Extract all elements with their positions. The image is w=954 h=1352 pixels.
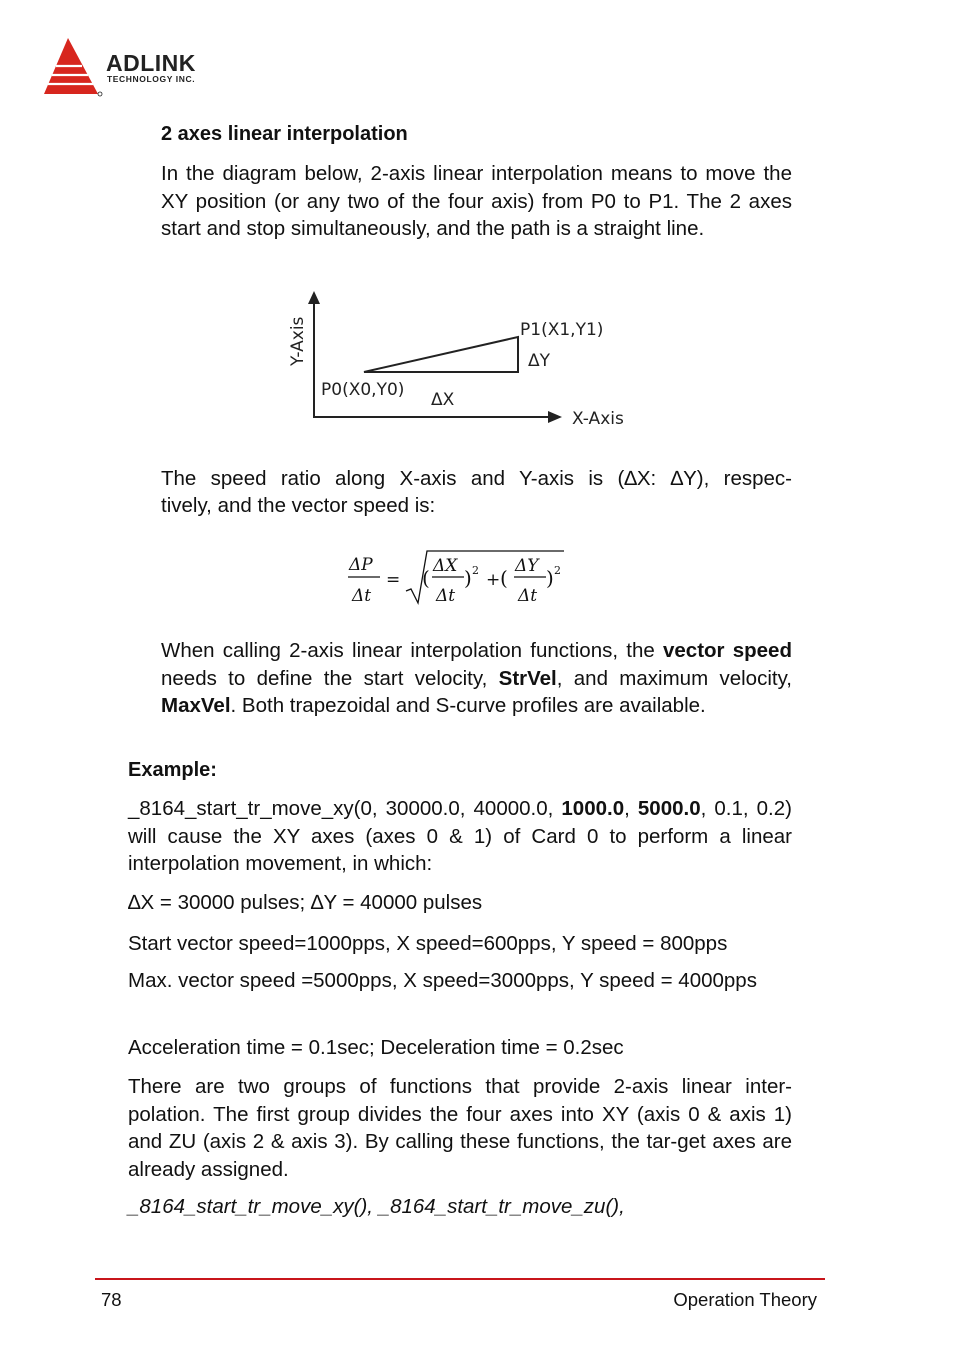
speed-ratio-line-2: tively, and the vector speed is: — [161, 494, 436, 517]
formula-term1-denominator: Δt — [436, 586, 456, 606]
vector-text-2: needs to define the start velocity, — [161, 666, 499, 690]
formula-lhs-denominator: Δt — [352, 586, 372, 606]
example-title: Example: — [128, 759, 217, 781]
formula-lhs-numerator: ΔP — [349, 555, 373, 575]
example-call-text-2: , 0.1, 0.2) will cause the XY axes (axes 0 & 1) of Card 0 to perform a linear interpolation movement, in which: — [128, 797, 792, 875]
speed-ratio-line-1: The speed ratio along X-axis and Y-axis is (∆X: ∆Y), respec- — [161, 467, 792, 490]
example-pulses: ∆X = 30000 pulses; ∆Y = 40000 pulses — [128, 891, 483, 914]
maxvel-term: MaxVel — [161, 694, 231, 717]
y-axis-arrow-icon — [308, 291, 320, 304]
formula-term1-numerator: ΔX — [433, 556, 458, 576]
adlink-logo — [40, 36, 240, 100]
svg-text:(: ( — [500, 566, 508, 590]
example-max-speed: Max. vector speed =5000pps, X speed=3000pps, Y speed = 4000pps — [128, 969, 757, 992]
example-separator: , — [624, 797, 638, 820]
formula-equals: = — [386, 570, 401, 590]
example-start-speed: Start vector speed=1000pps, X speed=600pps, Y speed = 800pps — [128, 932, 728, 955]
y-axis-label: Y-Axis — [288, 316, 308, 366]
svg-text:): ) — [546, 566, 554, 590]
x-axis-label: X-Axis — [572, 409, 624, 429]
vector-text-4: . Both trapezoidal and S-curve profiles are available. — [230, 694, 706, 717]
logo-brand-text: ADLINK — [106, 50, 196, 76]
formula-term2-exponent: 2 — [554, 564, 561, 577]
page-number: 78 — [101, 1289, 122, 1310]
formula-term1-exponent: 2 — [472, 564, 479, 577]
x-axis-arrow-icon — [548, 411, 562, 423]
vector-text-3: , and maximum velocity, — [556, 666, 792, 690]
groups-paragraph: There are two groups of functions that provide 2-axis linear inter-polation. The first group divides the four axes into XY (axis 0 & axis 1) and ZU (axis 2 & axis 3). By calling these functions, the tar-get axes are already assigned. — [128, 1075, 792, 1181]
example-call-text-1: _8164_start_tr_move_xy(0, 30000.0, 40000.0, — [128, 797, 562, 820]
function-list: _8164_start_tr_move_xy(), _8164_start_tr_move_zu(), — [128, 1195, 625, 1218]
example-max-velocity: 5000.0 — [637, 797, 701, 820]
p0-label: P0(X0,Y0) — [321, 380, 405, 400]
formula-term2-numerator: ΔY — [515, 556, 539, 576]
delta-y-label: ΔY — [528, 351, 551, 371]
intro-paragraph: In the diagram below, 2-axis linear interpolation means to move the XY position (or any two of the four axis) from P0 to P1. The 2 axes start and stop simultaneously, and the path is a straight line. — [161, 162, 792, 240]
svg-text:): ) — [464, 566, 472, 590]
logo-brand-subtext: TECHNOLOGY INC. — [107, 74, 196, 84]
vector-speed-formula — [340, 545, 570, 610]
vector-text-1: When calling 2-axis linear interpolation functions, the — [161, 639, 663, 662]
interpolation-path-triangle — [364, 337, 518, 372]
formula-plus: + — [486, 570, 501, 590]
vector-speed-term: vector speed — [662, 639, 792, 662]
p1-label: P1(X1,Y1) — [520, 320, 604, 340]
section-title: 2 axes linear interpolation — [161, 123, 408, 145]
footer-rule — [95, 1278, 825, 1280]
vector-speed-paragraph — [161, 637, 792, 720]
example-accel-time: Acceleration time = 0.1sec; Deceleration time = 0.2sec — [128, 1036, 624, 1059]
delta-x-label: ΔX — [431, 390, 455, 410]
svg-text:(: ( — [422, 566, 430, 590]
strvel-term: StrVel — [498, 666, 557, 690]
chapter-title: Operation Theory — [673, 1289, 817, 1310]
interpolation-diagram — [270, 288, 650, 438]
example-start-velocity: 1000.0 — [561, 797, 625, 820]
formula-term2-denominator: Δt — [518, 586, 538, 606]
logo-triangle-icon — [40, 36, 106, 100]
example-call-paragraph — [128, 795, 792, 878]
